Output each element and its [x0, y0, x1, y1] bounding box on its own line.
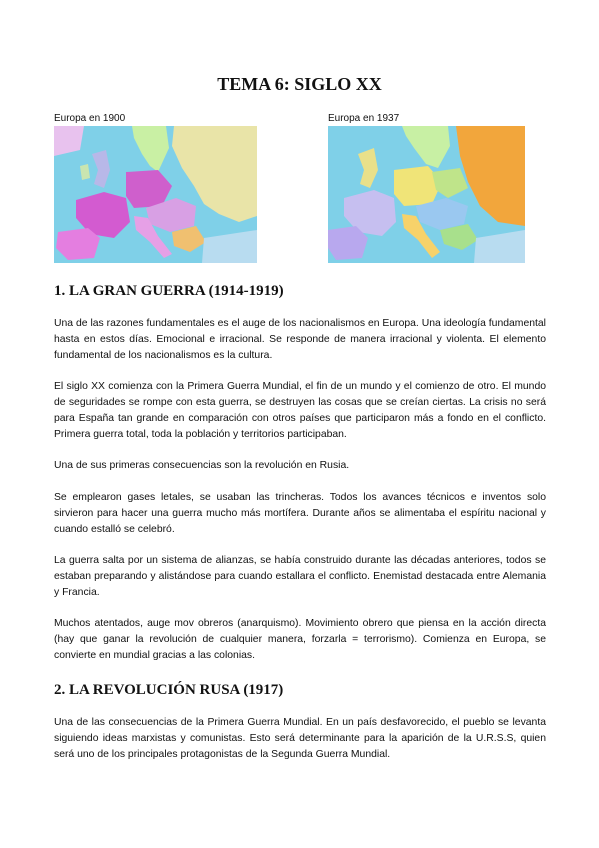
map-1937-caption: Europa en 1937 [328, 113, 400, 124]
paragraph: La guerra salta por un sistema de alianzas, se había construido durante las décadas anteriores, todos se estaban preparando y alistándose para cuando estallara el conflicto. Enemistad destacada entre Alemania y Francia. [54, 555, 546, 598]
section-heading-gran-guerra: 1. LA GRAN GUERRA (1914-1919) [54, 283, 284, 299]
paragraph: Se emplearon gases letales, se usaban las trincheras. Todos los avances técnicos e inventos solo sirvieron para hacer una guerra mucho más mortífera. Durante años se alimentaba el espíritu nacional y cuando estalló se celebró. [54, 492, 546, 535]
map-europe-1900-image [54, 126, 257, 263]
paragraph: Una de sus primeras consecuencias son la revolución en Rusia. [54, 460, 350, 471]
section-heading-revolucion-rusa: 2. LA REVOLUCIÓN RUSA (1917) [54, 682, 284, 698]
paragraph: El siglo XX comienza con la Primera Guerra Mundial, el fin de un mundo y el comienzo de otro. El mundo de seguridades se rompe con esta guerra, se destruyen las cosas que se creían ciertas. La crisis no será para España tan grande en comparación con otros países que participaron más a fondo en el conflicto. Primera guerra total, toda la población y territorios participaban. [54, 381, 546, 440]
map-europe-1937-image [328, 126, 525, 263]
paragraph: Muchos atentados, auge mov obreros (anarquismo). Movimiento obrero que piensa en la acción directa (hay que ganar la revolución de cualquier manera, forzarla = terrorismo). Comienza en Europa, se convierte en mundial gracias a las colonias. [54, 618, 546, 661]
paragraph: Una de las consecuencias de la Primera Guerra Mundial. En un país desfavorecido, el pueblo se levanta siguiendo ideas marxistas y comunistas. Esto será determinante para la aparición de la U.R.S.S, quien será uno de los principales protagonistas de la Segunda Guerra Mundial. [54, 717, 546, 760]
paragraph: Una de las razones fundamentales es el auge de los nacionalismos en Europa. Una ideología fundamental hasta en estos días. Emocional e irracional. Se responde de manera irracional y violenta. El elemento fundamental de los nacionalismos es la cultura. [54, 318, 546, 361]
map-1900-caption: Europa en 1900 [54, 113, 126, 124]
document-title: TEMA 6: SIGLO XX [217, 74, 382, 94]
